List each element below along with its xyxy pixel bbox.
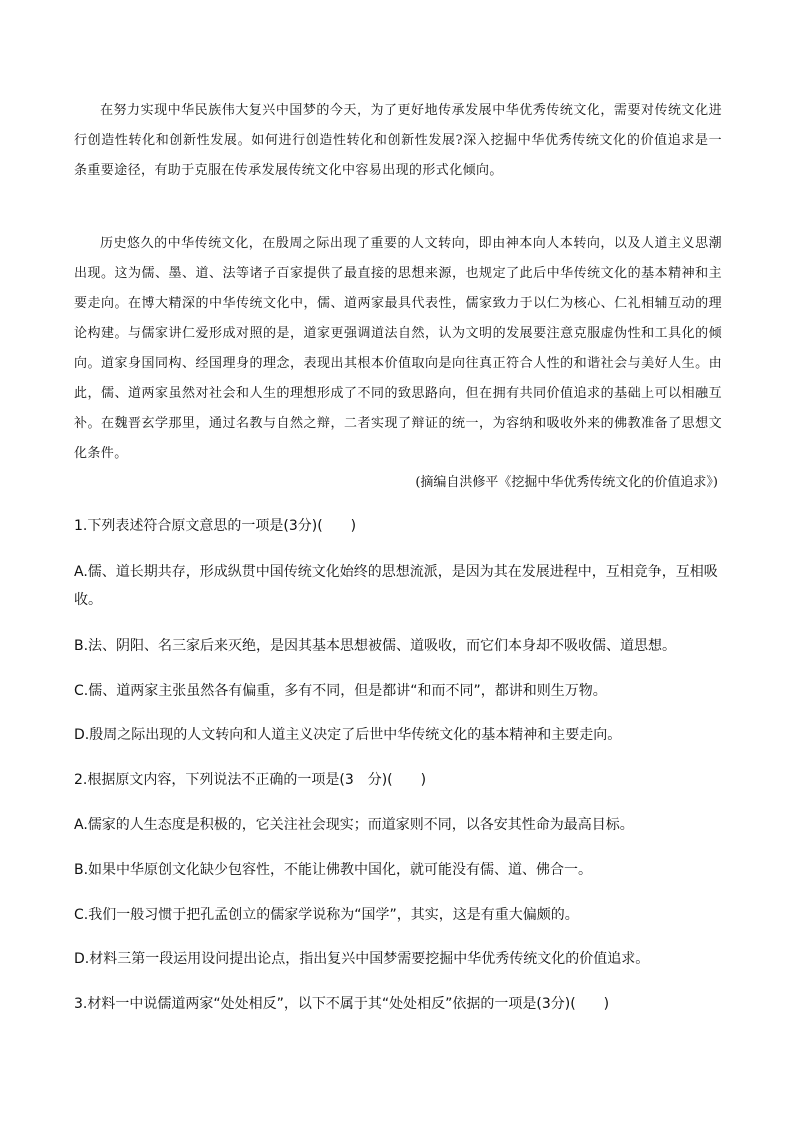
question-2-option-d: D.材料三第一段运用设问提出论点，指出复兴中国梦需要挖掘中华优秀传统文化的价值追求。 [74,951,650,967]
question-2-option-b: B.如果中华原创文化缺少包容性，不能让佛教中国化，就可能没有儒、道、佛合一。 [74,862,593,878]
question-1-option-d: D.殷周之际出现的人文转向和人道主义决定了后世中华传统文化的基本精神和主要走向。 [74,727,622,743]
question-1-option-a: A.儒、道长期共存，形成纵贯中国传统文化始终的思想流派，是因为其在发展进程中，互相竞争，互相吸收。 [74,564,718,608]
question-3-stem: 3.材料一中说儒道两家“处处相反”，以下不属于其“处处相反”依据的一项是(3分)( ) [74,996,610,1012]
question-2-option-c: C.我们一般习惯于把孔孟创立的儒家学说称为“国学”，其实，这是有重大偏颇的。 [74,907,579,923]
passage-paragraph-2: 历史悠久的中华传统文化，在殷周之际出现了重要的人文转向，即由神本向人本转向，以及人道主义思潮出现。这为儒、墨、道、法等诸子百家提供了最直接的思想来源，也规定了此后中华传统文化的基本精神和主要走向。在博大精深的中华传统文化中，儒、道两家最具代表性，儒家致力于以仁为核心、仁礼相辅互动的理论构建。与儒家讲仁爱形成对照的是，道家更强调道法自然，认为文明的发展要注意克服虚伪性和工具化的倾向。道家身国同构、经国理身的理念，表现出其根本价值取向是向往真正符合人性的和谐社会与美好人生。由此，儒、道两家虽然对社会和人生的理想形成了不同的致思路向，但在拥有共同价值追求的基础上可以相融互补。在魏晋玄学那里，通过名教与自然之辩，二者实现了辩证的统一，为容纳和吸收外来的佛教准备了思想文化条件。 [74,236,722,461]
question-2-stem: 2.根据原文内容，下列说法不正确的一项是(3 分)( ) [74,772,427,788]
question-1-option-b: B.法、阴阳、名三家后来灭绝，是因其基本思想被儒、道吸收，而它们本身却不吸收儒、道思想。 [74,638,677,654]
question-1-option-c: C.儒、道两家主张虽然各有偏重，多有不同，但是都讲“和而不同”，都讲和则生万物。 [74,683,607,699]
question-2-option-a: A.儒家的人生态度是积极的，它关注社会现实；而道家则不同，以各安其性命为最高目标。 [74,817,634,833]
question-1-stem: 1.下列表述符合原文意思的一项是(3分)( ) [74,518,357,534]
passage-source: (摘编自洪修平《挖掘中华优秀传统文化的价值追求》) [415,475,718,490]
passage-paragraph-1: 在努力实现中华民族伟大复兴中国梦的今天，为了更好地传承发展中华优秀传统文化，需要对传统文化进行创造性转化和创新性发展。如何进行创造性转化和创新性发展?深入挖掘中华优秀传统文化的价值追求是一条重要途径，有助于克服在传承发展传统文化中容易出现的形式化倾向。 [74,103,722,178]
